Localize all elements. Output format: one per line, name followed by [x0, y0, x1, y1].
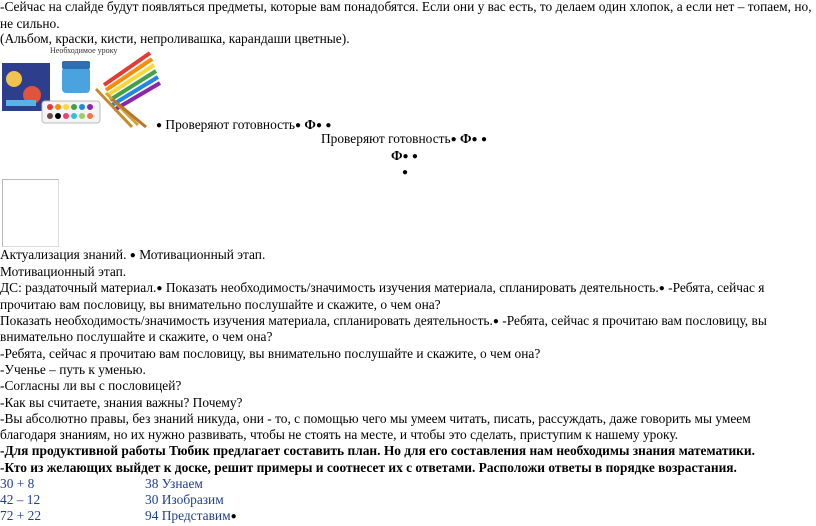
example-expr: 42 – 12 [0, 492, 41, 507]
goal-text: Показать необходимость/значимость изучения материала, спланировать деятельность. [0, 313, 493, 328]
check-line-a [156, 116, 331, 135]
body-line-10: -Как вы считаете, знания важны? Почему? [0, 395, 243, 410]
intro-line-3: (Альбом, краски, кисти, непроливашка, карандаши цветные). [0, 31, 350, 46]
goal-text: Показать необходимость/значимость изучения материала, спланировать деятельность. [165, 280, 659, 295]
body-line-12: благодаря знаниям, но их нужно развивать, чтобы не стоять на месте, и чтобы это сделать, приступим к нашему уроку. [0, 427, 679, 442]
bullet: ● [471, 134, 478, 145]
example-answer-row [145, 507, 237, 526]
check-suffix-c: Ф [391, 148, 403, 163]
body-line-7: -Ребята, сейчас я прочитаю вам пословицу, вы внимательно послушайте и скажите, о чем она? [0, 346, 541, 361]
bullet: ● [295, 120, 302, 131]
bullet: ● [129, 250, 136, 261]
bullet: ● [156, 120, 163, 131]
empty-image-frame [2, 179, 59, 247]
intro-line-2: не сильно. [0, 16, 60, 31]
example-expr: 72 + 22 [0, 508, 42, 523]
bullet: ● [492, 316, 499, 327]
intro-line-1: -Сейчас на слайде будут появляться предметы, которые вам понадобятся. Если они у вас есть, то делаем один хлопок, а если нет – топаем, но, [0, 0, 812, 14]
bullet: ● [156, 283, 163, 294]
paint-jar [62, 67, 90, 93]
body-line-2: Мотивационный этап. [0, 264, 127, 279]
check-text-a: Проверяют готовность [165, 117, 296, 132]
body-line-8: -Ученье – путь к уменью. [0, 362, 146, 377]
example-answer: 94 Представим [145, 508, 231, 523]
body-line-6: внимательно послушайте и скажите, о чем она? [0, 329, 273, 344]
example-answer: 38 Узнаем [145, 476, 203, 491]
body-line-9: -Согласны ли вы с пословицей? [0, 378, 182, 393]
body-line-13: -Для продуктивной работы Тюбик предлагает составить план. Но для его составления нам необходимы знания математики. [0, 443, 755, 458]
bullet: ● [325, 120, 332, 131]
bullet: ● [480, 134, 487, 145]
bullet: ● [402, 151, 409, 162]
example-answer: 30 Изобразим [145, 492, 224, 507]
motivation-label: Мотивационный этап. [139, 247, 266, 262]
teacher-text: -Ребята, сейчас я прочитаю вам пословицу, вы [502, 313, 767, 328]
bullet: ● [402, 167, 409, 178]
example-expr: 30 + 8 [0, 476, 35, 491]
teacher-text: -Ребята, сейчас я [668, 280, 765, 295]
art-supplies-illustration [0, 45, 165, 130]
bullet: ● [230, 511, 237, 522]
check-suffix-b: Ф [460, 131, 472, 146]
check-text-b: Проверяют готовность [321, 131, 451, 146]
art-caption: Необходимое уроку [50, 46, 118, 55]
body-line-11: -Вы абсолютно правы, без знаний никуда, они - то, с помощью чего мы умеем читать, писать, рассуждать, даже говорить мы умеем [0, 411, 751, 426]
bullet: ● [315, 120, 322, 131]
bullet: ● [658, 283, 665, 294]
body-line-4: прочитаю вам пословицу, вы внимательно послушайте и скажите, о чем она? [0, 297, 441, 312]
bullet: ● [450, 134, 457, 145]
check-line-d [402, 163, 408, 182]
actualization-label: Актуализация знаний. [0, 247, 127, 262]
check-suffix-a: Ф [304, 117, 316, 132]
bullet: ● [411, 151, 418, 162]
materials-label: ДС: раздаточный материал. [0, 280, 157, 295]
body-line-14: -Кто из желающих выйдет к доске, решит примеры и соотнесет их с ответами. Расположи ответы в порядке возрастания. [0, 460, 737, 475]
